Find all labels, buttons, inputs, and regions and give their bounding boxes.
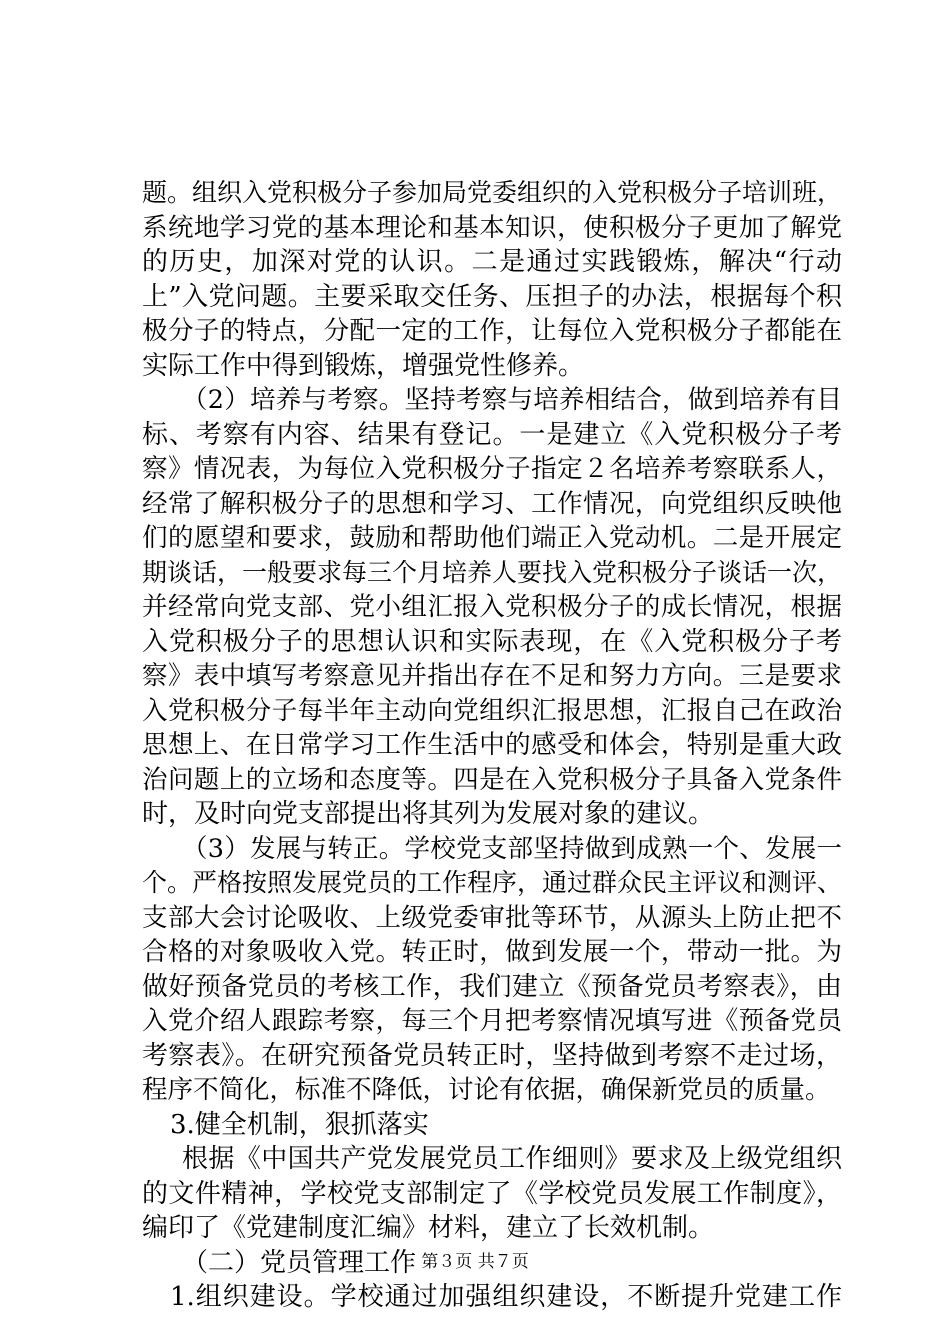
section-heading: （二）党员管理工作: [182, 1247, 417, 1278]
text-line: 入党积极分子的思想认识和实际表现，在《入党积极分子考: [142, 626, 842, 657]
text-line: 个。严格按照发展党员的工作程序，通过群众民主评议和测评、: [142, 868, 843, 897]
text-line: 程序不简化，标准不降低，讨论有依据，确保新党员的质量。: [142, 1075, 831, 1105]
text-line: 上”入党问题。主要采取交任务、压担子的办法，根据每个积: [142, 281, 842, 312]
page-footer: 第３页 共７页: [421, 1252, 529, 1272]
text-line: 极分子的特点，分配一定的工作，让每位入党积极分子都能在: [142, 316, 842, 346]
text-line: 入党积极分子每半年主动向党组织汇报思想，汇报自己在政治: [142, 695, 842, 726]
text-line: 的历史，加深对党的认识。二是通过实践锻炼，解决“行动: [142, 247, 842, 277]
text-line: 做好预备党员的考核工作，我们建立《预备党员考察表》，由: [142, 971, 842, 1002]
text-line: 考察表》。在研究预备党员转正时，坚持做到考察不走过场，: [142, 1040, 842, 1071]
paragraph-start: 1.组织建设。学校通过加强组织建设，不断提升党建工作: [170, 1282, 842, 1312]
text-line: 察》情况表，为每位入党积极分子指定２名培养考察联系人，: [142, 454, 842, 484]
paragraph-start: （3）发展与转正。学校党支部坚持做到成熟一个、发展一: [182, 833, 842, 864]
text-line: 察》表中填写考察意见并指出存在不足和努力方向。三是要求: [142, 661, 842, 691]
text-line: 编印了《党建制度汇编》材料，建立了长效机制。: [142, 1213, 715, 1243]
text-line: 题。组织入党积极分子参加局党委组织的入党积极分子培训班，: [142, 178, 843, 207]
text-line: 并经常向党支部、党小组汇报入党积极分子的成长情况，根据: [142, 592, 842, 622]
text-line: 治问题上的立场和态度等。四是在入党积极分子具备入党条件: [142, 764, 842, 795]
text-line: 支部大会讨论吸收、上级党委审批等环节，从源头上防止把不: [142, 902, 842, 933]
text-line: 经常了解积极分子的思想和学习、工作情况，向党组织反映他: [142, 488, 842, 519]
text-line: 系统地学习党的基本理论和基本知识，使积极分子更加了解党: [142, 212, 842, 243]
paragraph-start: 根据《中国共产党发展党员工作细则》要求及上级党组织: [182, 1144, 842, 1174]
text-line: 期谈话，一般要求每三个月培养人要找入党积极分子谈话一次，: [142, 557, 843, 587]
text-line: 实际工作中得到锻炼，增强党性修养。: [142, 350, 585, 381]
text-line: 思想上、在日常学习工作生活中的感受和体会，特别是重大政: [142, 730, 842, 760]
text-line: 合格的对象吸收入党。转正时，做到发展一个，带动一批。为: [142, 937, 842, 967]
text-line: 时，及时向党支部提出将其列为发展对象的建议。: [142, 799, 715, 829]
text-line: 标、考察有内容、结果有登记。一是建立《入党积极分子考: [142, 419, 842, 450]
text-line: 们的愿望和要求，鼓励和帮助他们端正入党动机。二是开展定: [142, 523, 842, 553]
text-line: 入党介绍人跟踪考察，每三个月把考察情况填写进《预备党员: [142, 1006, 842, 1036]
text-line: 的文件精神，学校党支部制定了《学校党员发展工作制度》，: [142, 1178, 842, 1209]
body-text: [142, 176, 842, 1315]
section-heading: 3.健全机制，狠抓落实: [170, 1109, 429, 1140]
paragraph-start: （2）培养与考察。坚持考察与培养相结合，做到培养有目: [182, 385, 842, 415]
